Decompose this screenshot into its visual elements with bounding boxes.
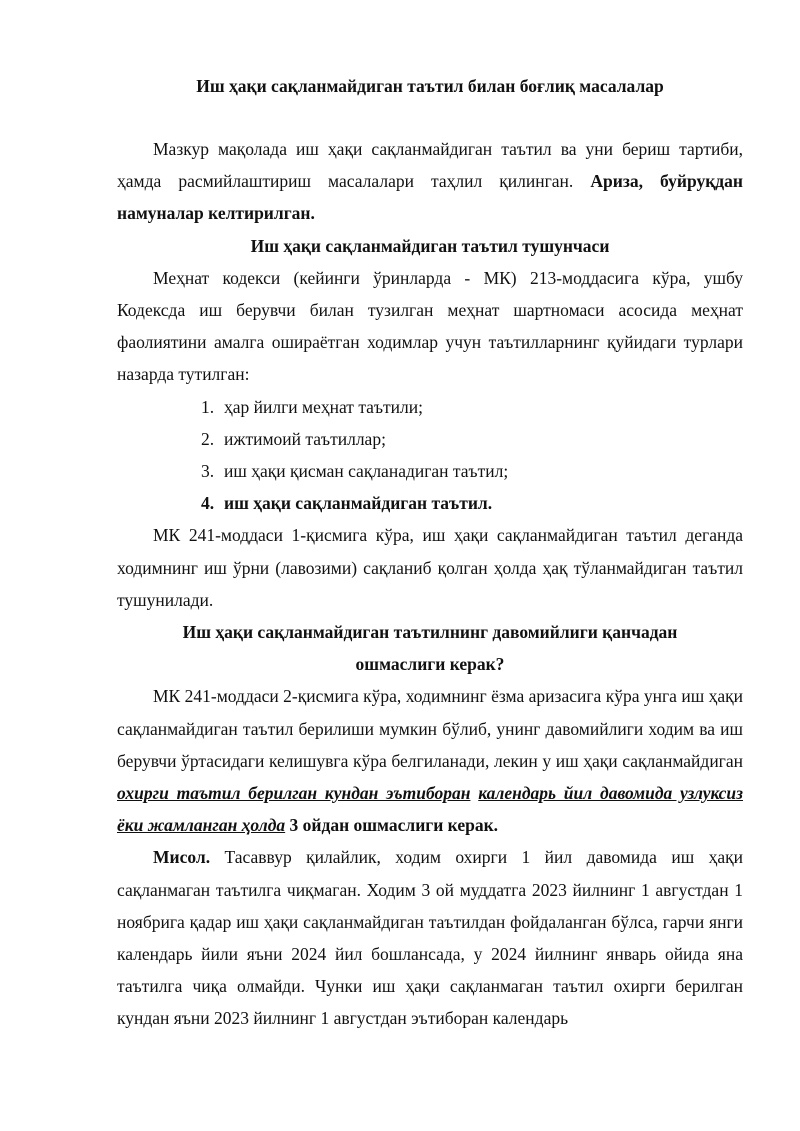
list-item bbox=[201, 487, 743, 519]
emphasis-text-1: охирги таътил берилган кундан эътиборан bbox=[117, 783, 471, 804]
section1-paragraph: Меҳнат кодекси (кейинги ўринларда - МК) 213-моддасига кўра, ушбу Кодексда иш берувчи билан тузилган меҳнат шартномаси асосида меҳнат фаолиятини амалга ошираётган ходимлар учун таътилларнинг қуйидаги турлари назарда тутилган: bbox=[117, 267, 743, 385]
list-item bbox=[201, 455, 743, 487]
section2-heading-line2: ошмаслиги керак? bbox=[355, 654, 505, 675]
document-title: Иш ҳақи сақланмайдиган таътил билан боғлиқ масалалар bbox=[196, 76, 664, 96]
duration-paragraph bbox=[117, 680, 743, 841]
list-item-text: ҳар йилги меҳнат таътили; bbox=[224, 396, 423, 417]
list-item-text: иш ҳақи сақланмайдиган таътил. bbox=[224, 493, 493, 514]
definition-paragraph: МК 241-моддаси 1-қисмига кўра, иш ҳақи сақланмайдиган таътил деганда ходимнинг иш ўрни (лавозими) сақланиб қолган ҳолда ҳақ тўланмайдиган таътил тушунилади. bbox=[117, 525, 743, 610]
list-item-number: 4. bbox=[201, 493, 215, 514]
list-item-number: 3. bbox=[201, 461, 215, 482]
leave-types-list bbox=[117, 391, 743, 520]
list-item bbox=[201, 423, 743, 455]
intro-bold-text: Ариза, буйруқдан намуналар келтирилган. bbox=[117, 171, 743, 224]
example-paragraph bbox=[117, 841, 743, 1034]
example-text: Тасаввур қилайлик, ходим охирги 1 йил давомида иш ҳақи сақланмаган таътилга чиқмаган. Ходим 3 ой муддатга 2023 йилнинг 1 августдан 1 ноябрига қадар иш ҳақи сақланмайдиган таътилдан фойдаланган бўлса, гарчи янги календарь йили яъни 2024 йил бошлансада, у 2024 йилнинг январь ойида яна таътилга чиқа олмайди. Чунки иш ҳақи сақланмаган таътил охирги берилган кундан яъни 2023 йилнинг 1 августдан эътиборан календарь bbox=[117, 847, 743, 1029]
intro-paragraph bbox=[117, 133, 743, 230]
list-item-number: 1. bbox=[201, 396, 215, 417]
list-item-number: 2. bbox=[201, 428, 215, 449]
section2-heading bbox=[117, 616, 743, 680]
duration-text: МК 241-моддаси 2-қисмига кўра, ходимнинг ёзма аризасига кўра унга иш ҳақи сақланмайдиган таътил берилиши мумкин бўлиб, унинг давомийлиги ходим ва иш берувчи ўртасидаги келишувга кўра белгиланади, лекин у иш ҳақи сақланмайдиган bbox=[117, 686, 743, 771]
intro-text: Мазкур мақолада иш ҳақи сақланмайдиган таътил ва уни бериш тартиби, ҳамда расмийлаштириш масалалари таҳлил қилинган. bbox=[117, 139, 743, 192]
emphasis-text-2: календарь йил давомида узлуксиз ёки жамланган ҳолда bbox=[117, 783, 743, 836]
list-item-text: иш ҳақи қисман сақланадиган таътил; bbox=[224, 461, 509, 482]
list-item bbox=[201, 391, 743, 423]
section1-heading: Иш ҳақи сақланмайдиган таътил тушунчаси bbox=[250, 235, 610, 256]
duration-bold-text: 3 ойдан ошмаслиги керак. bbox=[285, 815, 499, 836]
section2-heading-line1: Иш ҳақи сақланмайдиган таътилнинг давомийлиги қанчадан bbox=[182, 622, 678, 643]
list-item-text: ижтимоий таътиллар; bbox=[224, 428, 386, 449]
example-label: Мисол. bbox=[153, 847, 211, 868]
